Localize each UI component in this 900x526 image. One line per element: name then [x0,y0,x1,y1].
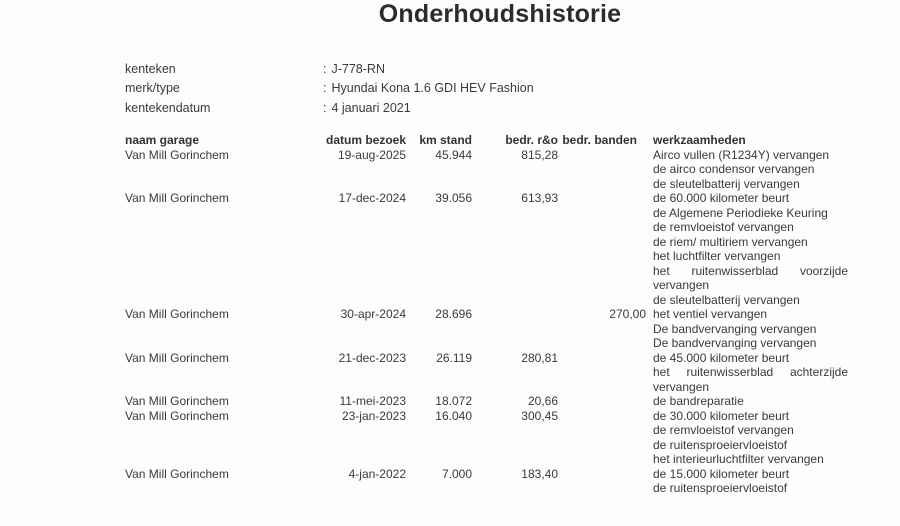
cell-amount-banden [558,394,646,409]
detail-value: 4 januari 2021 [331,100,411,115]
work-item: de Algemene Periodieke Keuring [653,205,828,220]
cell-werkzaamheden [646,394,848,409]
detail-row [125,79,534,98]
cell-amount-ro: 20,66 [527,394,558,408]
work-item: de remvloeistof vervangen [653,423,794,437]
work-item: het luchtfilter vervangen [653,249,781,263]
cell-werkzaamheden [646,191,848,307]
cell-visit-date: 23-jan-2023 [341,408,406,423]
cell-werkzaamheden [646,148,848,192]
col-header-bedr-ro: bedr. r&o [505,133,558,147]
work-item: het interieurluchtfilter vervangen [653,452,824,466]
cell-km-stand: 28.696 [435,307,472,321]
col-header-naam-garage: naam garage [125,133,200,147]
cell-amount-banden [558,467,646,496]
cell-amount-banden [558,148,646,192]
maintenance-table [125,133,848,496]
work-item: de 45.000 kilometer beurt [653,350,790,365]
cell-werkzaamheden [646,467,848,496]
work-item: de 15.000 kilometer beurt [653,466,790,481]
work-item: de bandreparatie [653,394,744,408]
cell-km-stand: 39.056 [435,191,472,205]
col-header-bedr-banden: bedr. banden [562,133,637,147]
cell-garage-name: Van Mill Gorinchem [125,408,229,423]
cell-km-stand: 16.040 [435,408,472,423]
cell-visit-date: 17-dec-2024 [338,191,406,205]
cell-garage-name: Van Mill Gorinchem [125,147,229,162]
col-header-werkzaamheden: werkzaamheden [653,133,746,147]
cell-amount-ro: 183,40 [521,466,558,481]
detail-value: J-778-RN [331,62,385,76]
cell-visit-date: 11-mei-2023 [339,394,406,408]
detail-colon: : [323,81,327,96]
cell-garage-name: Van Mill Gorinchem [125,191,229,205]
work-item: de ruitensproeiervloeistof [653,481,788,495]
work-item: de ruitensproeiervloeistof [653,437,788,452]
detail-row [125,99,534,118]
cell-visit-date: 4-jan-2022 [348,466,406,481]
cell-garage-name: Van Mill Gorinchem [125,394,229,408]
table-row [125,351,848,395]
col-header-km-stand: km stand [419,133,472,147]
table-row [125,307,848,351]
work-item: het ruitenwisserblad voorzijde vervangen [653,263,848,292]
work-item: De bandvervanging vervangen [653,336,817,350]
cell-visit-date: 19-aug-2025 [337,147,406,162]
work-item: de 60.000 kilometer beurt [653,191,790,205]
table-row [125,409,848,467]
work-item: de riem/ multiriem vervangen [653,234,808,249]
cell-amount-ro: 300,45 [521,408,558,423]
detail-colon: : [323,62,327,76]
cell-werkzaamheden [646,307,848,351]
table-row [125,394,848,409]
cell-km-stand: 7.000 [441,466,472,481]
cell-amount-banden [558,351,646,395]
work-item: de airco condensor vervangen [653,162,815,176]
cell-garage-name: Van Mill Gorinchem [125,307,229,321]
detail-colon: : [323,100,327,115]
cell-visit-date: 21-dec-2023 [338,350,406,365]
work-item: de remvloeistof vervangen [653,220,794,234]
table-row [125,148,848,192]
detail-row [125,60,534,79]
cell-amount-ro [472,307,558,351]
cell-amount-ro: 280,81 [521,350,558,365]
table-row [125,467,848,496]
work-item: het ruitenwisserblad achterzijde vervangen [653,365,848,394]
detail-label: merk/type [125,81,180,96]
work-item: Airco vullen (R1234Y) vervangen [653,147,830,162]
page-title: Onderhoudshistorie [378,0,622,28]
col-header-datum-bezoek: datum bezoek [325,133,406,147]
cell-visit-date: 30-apr-2024 [340,307,406,321]
work-item: De bandvervanging vervangen [653,321,817,336]
cell-garage-name: Van Mill Gorinchem [125,466,229,481]
cell-werkzaamheden [646,409,848,467]
cell-km-stand: 18.072 [435,394,472,408]
work-item: de sleutelbatterij vervangen [653,176,800,191]
table-row [125,191,848,307]
work-item: de sleutelbatterij vervangen [653,292,800,307]
detail-label: kentekendatum [125,100,211,115]
detail-label: kenteken [125,62,176,76]
cell-km-stand: 26.119 [436,350,472,365]
work-item: het ventiel vervangen [653,307,768,321]
cell-amount-banden [558,409,646,467]
detail-value: Hyundai Kona 1.6 GDI HEV Fashion [331,81,534,96]
cell-amount-banden: 270,00 [609,307,646,321]
cell-amount-ro: 613,93 [521,191,558,205]
cell-werkzaamheden [646,351,848,395]
cell-garage-name: Van Mill Gorinchem [125,350,229,365]
work-item: de 30.000 kilometer beurt [653,408,790,423]
cell-amount-banden [558,191,646,307]
cell-amount-ro: 815,28 [521,147,558,162]
vehicle-details [125,60,534,118]
cell-km-stand: 45.944 [435,147,472,162]
table-header-row [125,133,848,148]
